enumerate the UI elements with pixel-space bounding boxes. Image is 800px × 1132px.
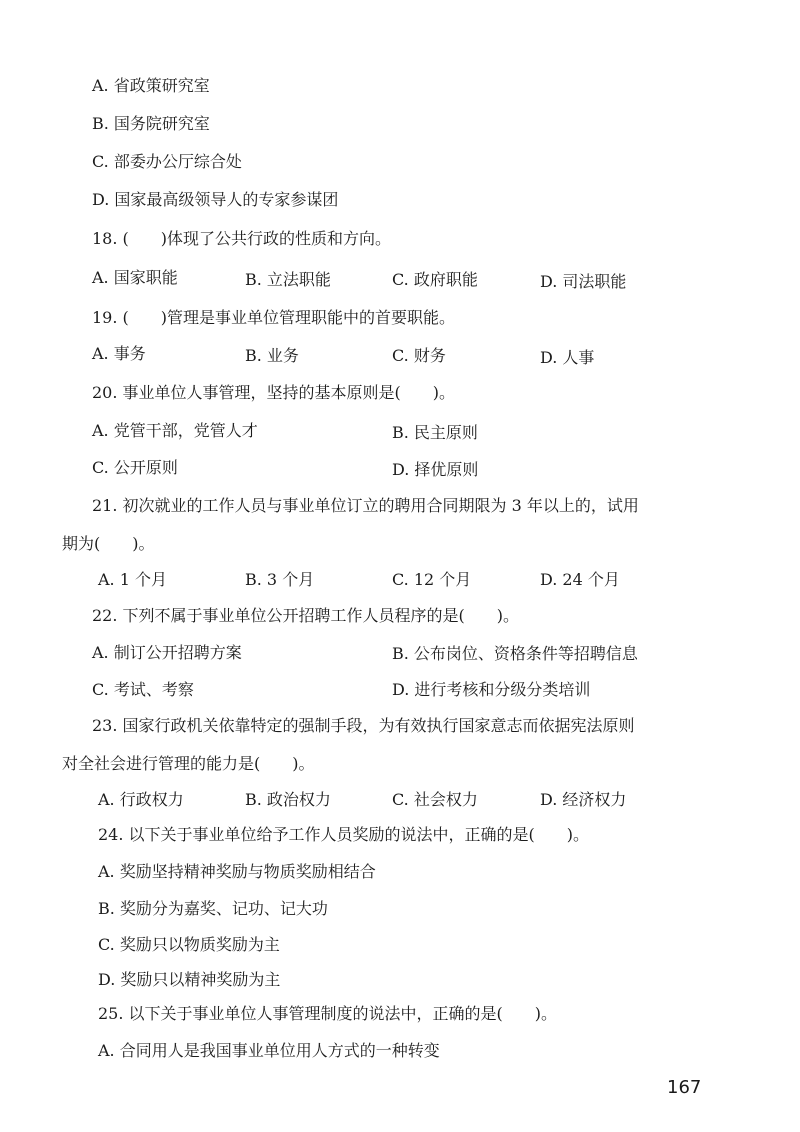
question-23-stem-line2: 对全社会进行管理的能力是( )。 (62, 754, 315, 773)
option-b-top: B. 国务院研究室 (92, 114, 210, 133)
q23-option-b: B. 政治权力 (245, 790, 331, 809)
q22-option-d: D. 进行考核和分级分类培训 (392, 680, 591, 699)
q22-option-c: C. 考试、考察 (92, 680, 194, 699)
question-25-stem: 25. 以下关于事业单位人事管理制度的说法中，正确的是( )。 (98, 1004, 558, 1023)
option-a-top: A. 省政策研究室 (92, 76, 210, 95)
question-21-stem-line2: 期为( )。 (62, 534, 155, 553)
q18-option-b: B. 立法职能 (245, 270, 331, 289)
page-number: 167 (667, 1077, 702, 1098)
option-d-top: D. 国家最高级领导人的专家参谋团 (92, 190, 339, 209)
q24-option-d: D. 奖励只以精神奖励为主 (98, 970, 281, 989)
q24-option-a: A. 奖励坚持精神奖励与物质奖励相结合 (98, 862, 376, 881)
q20-option-a: A. 党管干部，党管人才 (92, 421, 258, 440)
q19-option-d: D. 人事 (540, 348, 595, 367)
q21-option-a: A. 1 个月 (98, 570, 167, 589)
question-18-stem: 18. ( )体现了公共行政的性质和方向。 (92, 229, 392, 248)
q24-option-b: B. 奖励分为嘉奖、记功、记大功 (98, 899, 328, 918)
q25-option-a: A. 合同用人是我国事业单位用人方式的一种转变 (98, 1041, 440, 1060)
option-c-top: C. 部委办公厅综合处 (92, 152, 242, 171)
question-20-stem: 20. 事业单位人事管理，坚持的基本原则是( )。 (92, 383, 456, 402)
q18-option-c: C. 政府职能 (392, 270, 478, 289)
question-19-stem: 19. ( )管理是事业单位管理职能中的首要职能。 (92, 308, 456, 327)
q23-option-a: A. 行政权力 (98, 790, 184, 809)
q21-option-d: D. 24 个月 (540, 570, 620, 589)
question-22-stem: 22. 下列不属于事业单位公开招聘工作人员程序的是( )。 (92, 606, 520, 625)
q19-option-a: A. 事务 (92, 344, 146, 363)
q22-option-b: B. 公布岗位、资格条件等招聘信息 (392, 644, 638, 663)
q20-option-c: C. 公开原则 (92, 458, 178, 477)
q24-option-c: C. 奖励只以物质奖励为主 (98, 935, 280, 954)
question-24-stem: 24. 以下关于事业单位给予工作人员奖励的说法中，正确的是( )。 (98, 825, 590, 844)
question-23-stem-line1: 23. 国家行政机关依靠特定的强制手段，为有效执行国家意志而依据宪法原则 (92, 716, 635, 735)
q20-option-d: D. 择优原则 (392, 460, 479, 479)
q19-option-c: C. 财务 (392, 346, 446, 365)
q18-option-d: D. 司法职能 (540, 272, 627, 291)
q23-option-c: C. 社会权力 (392, 790, 478, 809)
q23-option-d: D. 经济权力 (540, 790, 627, 809)
q18-option-a: A. 国家职能 (92, 268, 178, 287)
q21-option-b: B. 3 个月 (245, 570, 315, 589)
q19-option-b: B. 业务 (245, 346, 299, 365)
q20-option-b: B. 民主原则 (392, 423, 478, 442)
q21-option-c: C. 12 个月 (392, 570, 472, 589)
question-21-stem-line1: 21. 初次就业的工作人员与事业单位订立的聘用合同期限为 3 年以上的，试用 (92, 496, 639, 515)
q22-option-a: A. 制订公开招聘方案 (92, 643, 242, 662)
